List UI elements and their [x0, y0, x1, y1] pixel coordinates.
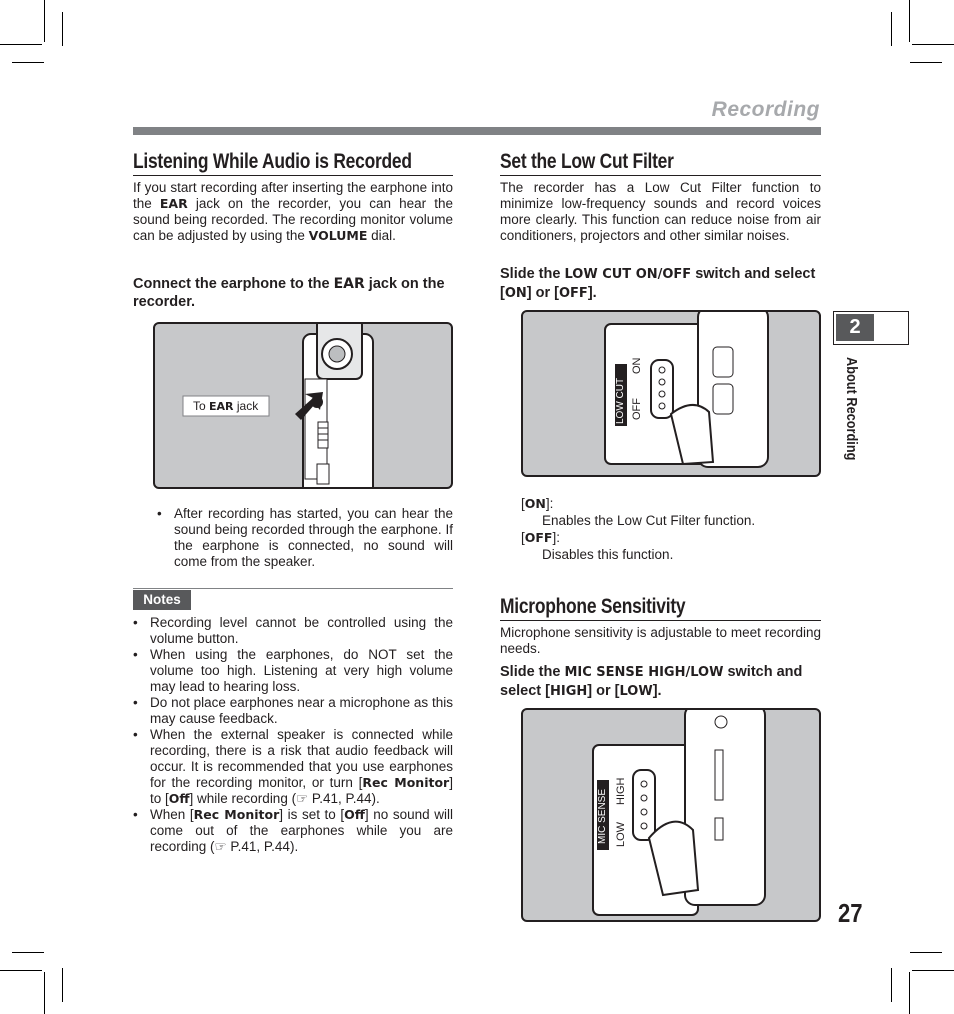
lowcut-instruction: Slide the LOW CUT ON/OFF switch and select [ON] or [OFF]. [500, 266, 816, 301]
lowcut-title: Set the Low Cut Filter [500, 150, 674, 173]
left-intro: If you start recording after inserting the earphone into the EAR jack on the recorder, you can hear the sound being recorded. The recording monitor volume can be adjusted by using the VOLUME dial. [133, 180, 453, 243]
note-item: • Do not place earphones near a microphone as this may cause feedback. [133, 695, 453, 727]
note-item: • When using the earphones, do NOT set the volume too high. Listening at very high volume may lead to hearing loss. [133, 647, 453, 695]
chapter-number: 2 [836, 314, 874, 341]
note-item: • Recording level cannot be controlled using the volume button. [133, 615, 453, 647]
figure-label: To EAR jack [193, 399, 259, 413]
lowcut-off-label: OFF [631, 398, 643, 420]
option-on-key: [ON]: [521, 496, 554, 511]
lowcut-figure [521, 310, 821, 477]
page-number: 27 [838, 898, 863, 928]
note-item: • When the external speaker is connected while recording, there is a risk that audio feedback will occur. It is recommended that you use earphones for the recording monitor, or turn [Rec Monitor] to [Off] while recording (☞ P.41, P.44). [133, 727, 453, 807]
mic-low-label: LOW [615, 821, 627, 847]
option-off-key: [OFF]: [521, 530, 560, 545]
left-bullet: • After recording has started, you can hear the sound being recorded through the earphone. If the earphone is connected, no sound will come from the speaker. [153, 506, 453, 570]
mic-intro: Microphone sensitivity is adjustable to meet recording needs. [500, 625, 821, 656]
mic-switch-label: MIC SENSE [597, 788, 608, 844]
section-header: Recording [711, 98, 820, 121]
notes-rule [133, 588, 453, 589]
mic-figure [521, 708, 821, 922]
lowcut-on-label: ON [631, 357, 643, 374]
left-instruction: Connect the earphone to the EAR jack on the recorder. [133, 276, 445, 310]
earphone-figure [153, 322, 453, 489]
option-on-desc: Enables the Low Cut Filter function. [542, 513, 756, 528]
header-bar [133, 127, 821, 135]
lowcut-intro: The recorder has a Low Cut Filter function to minimize low-frequency sounds and record voices more clearly. This function can reduce noise from air conditioners, projectors and other similar noises. [500, 180, 821, 243]
title-rule [500, 620, 821, 621]
mic-title: Microphone Sensitivity [500, 595, 686, 618]
note-item: • When [Rec Monitor] is set to [Off] no sound will come out of the earphones while you are recording (☞ P.41, P.44). [133, 807, 453, 855]
title-rule [133, 175, 453, 176]
mic-switch-illustration [523, 710, 819, 920]
lowcut-switch-illustration [523, 312, 819, 475]
chapter-tab [833, 311, 909, 345]
left-section-title: Listening While Audio is Recorded [133, 150, 412, 173]
chapter-title-vertical: About Recording [843, 357, 860, 461]
lowcut-options [521, 495, 821, 563]
lowcut-switch-label: LOW CUT [615, 377, 626, 424]
notes-list [133, 615, 453, 855]
notes-label: Notes [133, 590, 191, 610]
title-rule [500, 175, 821, 176]
option-off-desc: Disables this function. [542, 547, 674, 562]
mic-high-label: HIGH [615, 777, 627, 805]
mic-instruction: Slide the MIC SENSE HIGH/LOW switch and select [HIGH] or [LOW]. [500, 664, 803, 699]
